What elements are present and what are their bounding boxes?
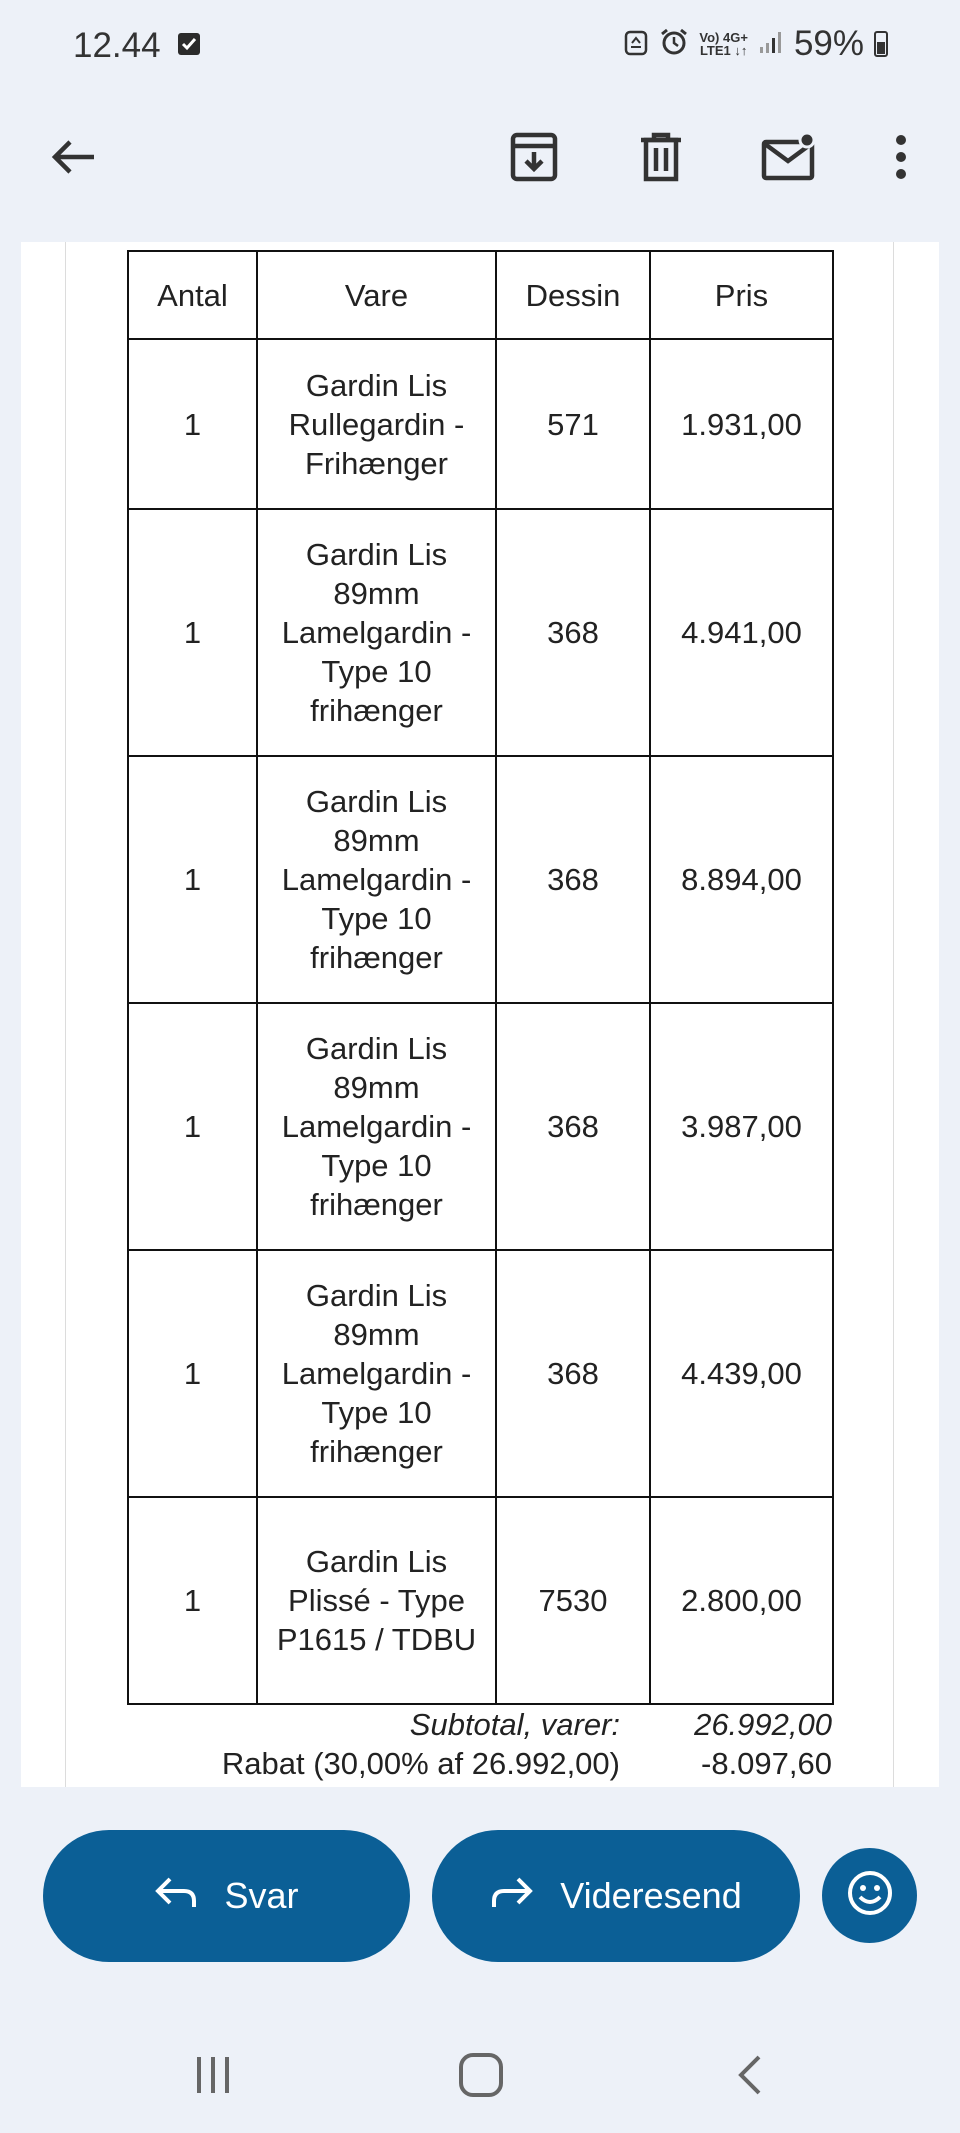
cell-dessin: 368	[496, 1003, 650, 1250]
forward-icon	[490, 1875, 534, 1918]
cell-antal: 1	[128, 756, 257, 1003]
recycle-icon	[623, 28, 649, 61]
cell-pris: 8.894,00	[650, 756, 833, 1003]
delete-icon[interactable]	[626, 122, 696, 192]
emoji-reaction-button[interactable]	[822, 1848, 917, 1943]
battery-icon	[874, 31, 888, 57]
signal-icon	[758, 29, 784, 60]
network-bottom-text: LTE1 ↓↑	[699, 43, 748, 58]
reply-button[interactable]	[43, 1830, 410, 1962]
table-row	[128, 339, 833, 509]
back-arrow-icon[interactable]	[38, 122, 108, 192]
checkbox-notification-icon	[178, 33, 200, 55]
status-time: 12.44	[73, 26, 161, 65]
discount-label: Rabat (30,00% af 26.992,00)	[221, 1746, 620, 1781]
cell-antal: 1	[128, 1003, 257, 1250]
mark-unread-icon[interactable]	[754, 122, 824, 192]
cell-antal: 1	[128, 339, 257, 509]
status-bar	[0, 0, 960, 95]
archive-icon[interactable]	[499, 122, 569, 192]
discount-row	[127, 1744, 832, 1783]
cell-dessin: 368	[496, 756, 650, 1003]
more-vert-icon[interactable]	[866, 122, 936, 192]
cell-pris: 4.439,00	[650, 1250, 833, 1497]
cell-antal: 1	[128, 1497, 257, 1704]
cell-dessin: 368	[496, 1250, 650, 1497]
forward-label: Videresend	[560, 1875, 742, 1916]
cell-vare: Gardin Lis 89mm Lamelgardin - Type 10 frihænger	[257, 756, 496, 1003]
smiley-icon	[846, 1869, 894, 1922]
cell-vare: Gardin Lis 89mm Lamelgardin - Type 10 frihænger	[257, 509, 496, 756]
cell-pris: 4.941,00	[650, 509, 833, 756]
table-row	[128, 756, 833, 1003]
forward-button[interactable]	[432, 1830, 800, 1962]
network-top-text: Vo) 4G+	[699, 30, 748, 45]
cell-dessin: 571	[496, 339, 650, 509]
table-row	[128, 1497, 833, 1704]
cell-dessin: 7530	[496, 1497, 650, 1704]
home-icon[interactable]	[451, 2050, 511, 2100]
order-table	[127, 250, 834, 1705]
system-nav-bar	[0, 2010, 960, 2133]
email-toolbar	[0, 100, 960, 212]
reply-icon	[154, 1875, 198, 1918]
cell-pris: 2.800,00	[650, 1497, 833, 1704]
table-header-row	[128, 251, 833, 339]
system-back-icon[interactable]	[720, 2050, 780, 2100]
cell-antal: 1	[128, 509, 257, 756]
subtotal-row	[127, 1705, 832, 1744]
cell-pris: 3.987,00	[650, 1003, 833, 1250]
battery-percent: 59%	[793, 24, 864, 63]
alarm-icon	[659, 27, 689, 62]
cell-vare: Gardin Lis Rullegardin - Frihænger	[257, 339, 496, 509]
header-vare: Vare	[257, 251, 496, 339]
cell-antal: 1	[128, 1250, 257, 1497]
cell-dessin: 368	[496, 509, 650, 756]
header-dessin: Dessin	[496, 251, 650, 339]
table-row	[128, 1003, 833, 1250]
email-body	[21, 242, 939, 1787]
table-row	[128, 509, 833, 756]
header-pris: Pris	[650, 251, 833, 339]
cell-vare: Gardin Lis Plissé - Type P1615 / TDBU	[257, 1497, 496, 1704]
cell-vare: Gardin Lis 89mm Lamelgardin - Type 10 frihænger	[257, 1003, 496, 1250]
table-row	[128, 1250, 833, 1497]
subtotal-label: Subtotal, varer:	[409, 1707, 620, 1742]
cell-pris: 1.931,00	[650, 339, 833, 509]
discount-value: -8.097,60	[701, 1746, 832, 1781]
totals-section	[127, 1705, 832, 1783]
header-antal: Antal	[128, 251, 257, 339]
cell-vare: Gardin Lis 89mm Lamelgardin - Type 10 frihænger	[257, 1250, 496, 1497]
network-indicator	[699, 31, 748, 57]
reply-label: Svar	[224, 1875, 299, 1916]
subtotal-value: 26.992,00	[694, 1707, 832, 1742]
recent-apps-icon[interactable]	[183, 2050, 243, 2100]
